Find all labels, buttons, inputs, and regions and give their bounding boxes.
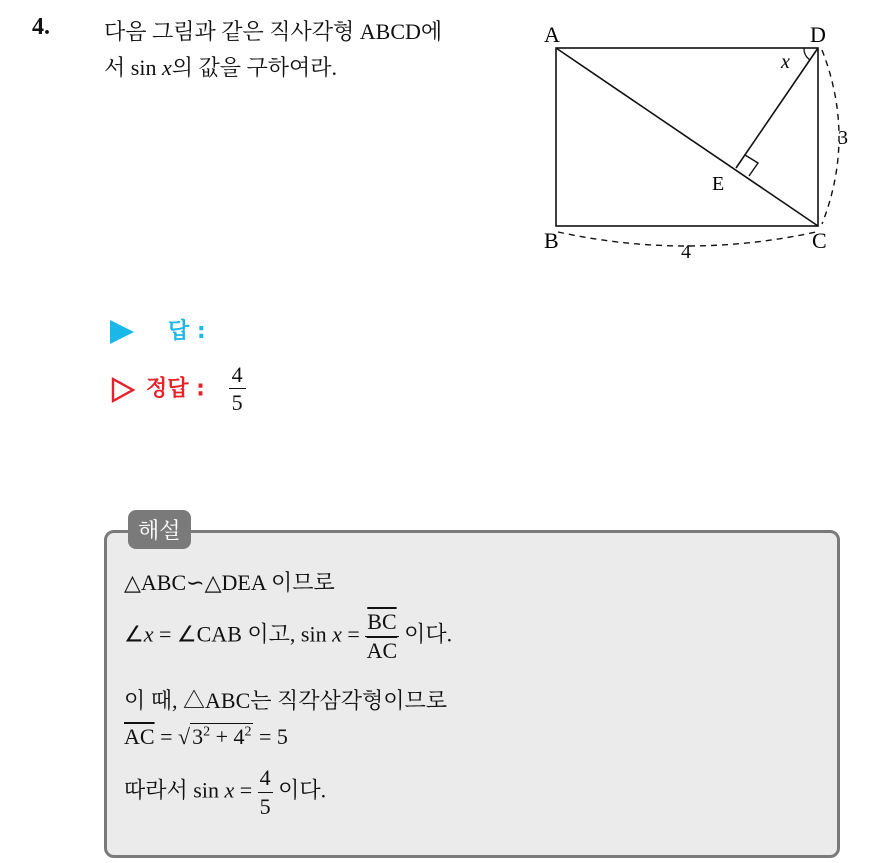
solution-line-4: $\overline{AC} = √3^2 + 4^2 = 5$ <box>124 724 288 749</box>
side-cd-length: 3 <box>838 127 848 149</box>
question-line-1: 다음 그림과 같은 직사각형 ABCD에 <box>104 19 443 44</box>
solution-line-3: 이 때, △ABC는 직각삼각형이므로 <box>124 688 448 713</box>
answer-row: 답 : <box>110 314 206 345</box>
solution-line-2: ∠x = ∠CAB 이고, sin x = $\frac{\overline{BC}}{AC}$ 이다. <box>124 609 453 663</box>
label-a: A <box>544 22 560 47</box>
question-line-2: 서 sin x의 값을 구하여라. <box>104 55 337 80</box>
diagonal-ac <box>556 48 818 226</box>
play-icon <box>110 320 134 344</box>
sin-fraction: $\frac{\overline{BC}}{AC}$ <box>366 609 398 663</box>
correct-answer-row: 정답 : $\frac{4}{5}$ <box>110 362 246 417</box>
question-text <box>104 14 524 86</box>
correct-answer-fraction: $\frac{4}{5}$ <box>229 362 246 417</box>
angle-x-arc <box>804 48 810 60</box>
solution-line-1: △ABC∽△DEA 이므로 <box>124 570 335 595</box>
square-root: $√3^2 + 4^2$ <box>177 724 252 749</box>
label-e: E <box>712 173 725 195</box>
outline-triangle-icon <box>110 376 136 404</box>
solution-tag: 해설 <box>128 510 191 549</box>
side-bc-length: 4 <box>681 241 691 263</box>
final-fraction: $\frac{4}{5}$ <box>259 765 271 819</box>
label-x: x <box>781 51 790 73</box>
right-angle-mark <box>745 155 758 176</box>
label-c: C <box>812 228 827 253</box>
segment-de <box>736 48 818 168</box>
solution-line-5: 따라서 sin x = $\frac{4}{5}$ 이다. <box>124 765 327 819</box>
label-b: B <box>544 228 559 253</box>
label-d: D <box>810 22 826 47</box>
dashed-arc-cd <box>822 50 839 224</box>
rectangle-figure <box>536 20 856 270</box>
question-number: 4. <box>32 14 50 40</box>
